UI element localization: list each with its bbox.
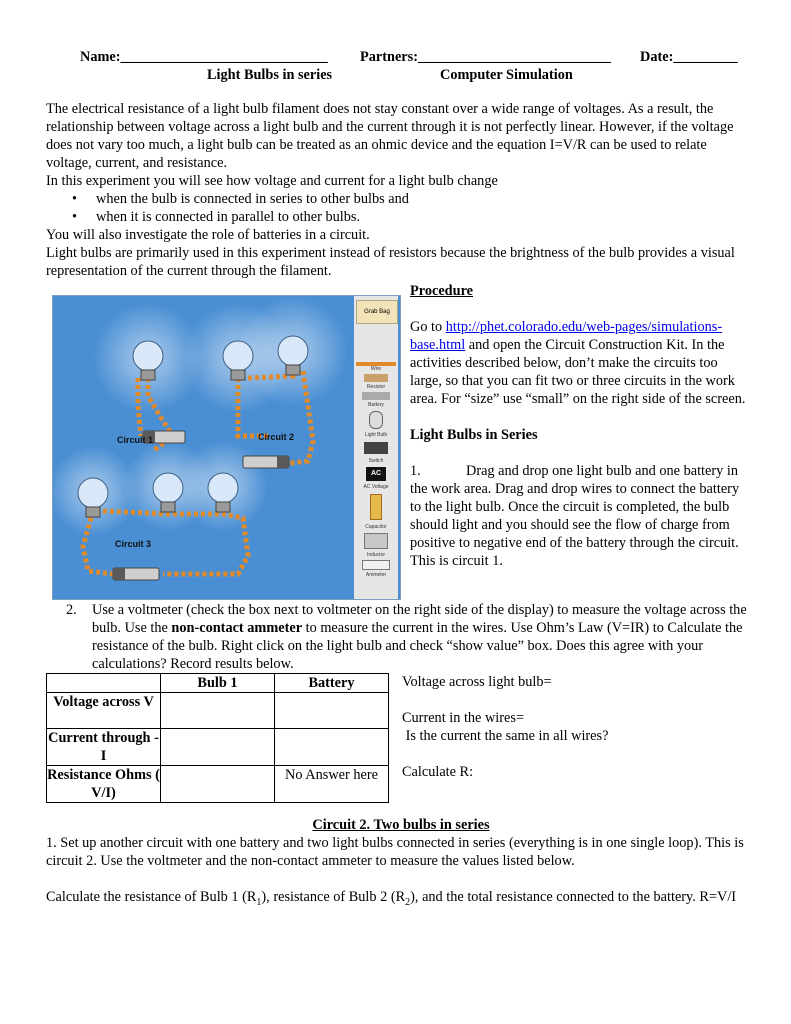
subtitle-right: Computer Simulation bbox=[440, 67, 573, 83]
battery-cell[interactable] bbox=[275, 693, 389, 729]
ac-voltage-tool[interactable]: AC bbox=[366, 467, 386, 481]
toolbox-panel bbox=[354, 296, 398, 599]
bulb1-cell[interactable] bbox=[161, 766, 275, 803]
light-bulb-tool[interactable] bbox=[369, 411, 383, 429]
tool-label: Light Bulb bbox=[364, 432, 388, 438]
results-table bbox=[46, 673, 389, 803]
step-1 bbox=[410, 462, 750, 570]
circuit-label: Circuit 1 bbox=[117, 435, 154, 445]
circuit-label: Circuit 3 bbox=[115, 539, 152, 549]
series-heading: Light Bulbs in Series bbox=[410, 427, 538, 443]
circuit2-section bbox=[46, 816, 756, 912]
intro-paragraph: The electrical resistance of a light bulb filament does not stay constant over a wide range of voltages. As a result, the relationship between voltage across a light bulb and the current through it is not perfectly linear. However, if the voltage does not vary too much, a light bulb can be treated as an ohmic device and the equation I=V/R can be used to relate voltage, current, and resistance. bbox=[46, 101, 734, 171]
battery bbox=[243, 456, 289, 468]
table-header bbox=[47, 674, 161, 693]
tool-label: Inductor bbox=[366, 552, 386, 558]
tool-label: AC Voltage bbox=[363, 484, 389, 490]
battery-tool[interactable] bbox=[362, 392, 390, 400]
bullet-item bbox=[72, 208, 751, 226]
table-row bbox=[47, 693, 389, 729]
circuit-diagram bbox=[53, 296, 400, 599]
question-voltage: Voltage across light bulb= bbox=[402, 674, 552, 690]
tool-label: Battery bbox=[368, 402, 384, 408]
table-row bbox=[47, 729, 389, 766]
inductor-tool[interactable] bbox=[364, 533, 388, 549]
row-label: Current through - I bbox=[48, 730, 159, 764]
circuit2-heading: Circuit 2. Two bulbs in series bbox=[312, 817, 490, 833]
tool-label: Switch bbox=[368, 458, 384, 464]
intro-section bbox=[46, 100, 751, 280]
bullet-item bbox=[72, 190, 751, 208]
battery bbox=[113, 568, 159, 580]
intro-paragraph: You will also investigate the role of batteries in a circuit. bbox=[46, 227, 370, 243]
battery-cell[interactable] bbox=[275, 729, 389, 766]
tool-label: Ammeter bbox=[365, 572, 387, 578]
tool-label: Capacitor bbox=[365, 524, 387, 530]
step-number: 2. bbox=[66, 602, 77, 618]
step-2 bbox=[66, 601, 756, 673]
capacitor-tool[interactable] bbox=[370, 494, 382, 520]
ammeter-tool[interactable] bbox=[362, 560, 390, 570]
step-number: 1. bbox=[410, 463, 421, 479]
bulb1-cell[interactable] bbox=[161, 693, 275, 729]
procedure-text: and open the Circuit Construction Kit. In the activities described below, don’t make the circuits too large, so that you can fit two or three circuits in the work area. For “size” use “small” on the right side of the screen. bbox=[410, 337, 746, 407]
bulb1-cell[interactable] bbox=[161, 729, 275, 766]
question-calculate-r: Calculate R: bbox=[402, 764, 474, 780]
intro-paragraph: Light bulbs are primarily used in this experiment instead of resistors because the brightness of the bulb provides a visual representation of the current through the filament. bbox=[46, 245, 735, 279]
table-header: Battery bbox=[275, 674, 389, 693]
phet-link[interactable]: http://phet.colorado.edu/web-pages/simulations-base.html bbox=[410, 319, 723, 353]
step-text: Use a voltmeter (check the box next to voltmeter on the right side of the display) to measure the voltage across the bulb. Use the non-contact ammeter to measure the current in the wires. Use Ohm’s Law (V=IR) to Calculate the resistance of the bulb. Right click on the light bulb and check “show value” box. Does this agree with your calculations? Record results below. bbox=[92, 602, 747, 672]
bullet-text: when the bulb is connected in series to other bulbs and bbox=[96, 191, 409, 207]
procedure-section bbox=[410, 282, 750, 570]
table-header: Bulb 1 bbox=[161, 674, 275, 693]
row-label: Voltage across V bbox=[47, 693, 161, 729]
name-field[interactable]: Name:_____________________________ bbox=[80, 49, 328, 65]
tool-label: Resistor bbox=[366, 384, 386, 390]
battery-cell: No Answer here bbox=[275, 766, 389, 803]
circuit-label: Circuit 2 bbox=[258, 432, 295, 442]
grab-bag-button[interactable]: Grab Bag bbox=[356, 300, 398, 324]
procedure-paragraph bbox=[410, 318, 750, 408]
side-questions bbox=[402, 673, 752, 781]
table-row bbox=[47, 766, 389, 803]
question-same-current: Is the current the same in all wires? bbox=[402, 728, 609, 744]
bullet-dot-icon: • bbox=[72, 191, 78, 207]
circuit2-paragraph: 1. Set up another circuit with one battery and two light bulbs connected in series (everything is in one single loop). This is circuit 2. Use the voltmeter and the non-contact ammeter to measure the values listed below. bbox=[46, 835, 744, 869]
tool-label: Wire bbox=[370, 366, 382, 372]
partners-field[interactable]: Partners:___________________________ bbox=[360, 49, 611, 65]
intro-paragraph: In this experiment you will see how voltage and current for a light bulb change bbox=[46, 173, 498, 189]
procedure-heading: Procedure bbox=[410, 283, 473, 299]
date-field[interactable]: Date:_________ bbox=[640, 49, 738, 65]
bullet-text: when it is connected in parallel to other bulbs. bbox=[96, 209, 361, 225]
row-label: Resistance Ohms ( V/I) bbox=[47, 767, 160, 801]
resistor-tool[interactable] bbox=[364, 374, 388, 382]
table-header-row bbox=[47, 674, 389, 693]
bullet-dot-icon: • bbox=[72, 209, 78, 225]
subtitle-left: Light Bulbs in series bbox=[207, 67, 333, 83]
simulation-screenshot bbox=[52, 295, 401, 600]
switch-tool[interactable] bbox=[364, 442, 388, 454]
bold-term: non-contact ammeter bbox=[171, 620, 303, 636]
wire-tool[interactable] bbox=[356, 352, 396, 366]
procedure-text: Go to bbox=[410, 319, 446, 335]
circuit2-paragraph: Calculate the resistance of Bulb 1 $(R_1)$, resistance of Bulb 2 $(R_2)$, and the total resistance connected to the battery. R=V/I bbox=[46, 889, 737, 908]
step-text: Drag and drop one light bulb and one battery in the work area. Drag and drop wires to connect the battery to the light bulb. Once the circuit is completed, the bulb should light and you should see the flow of charge from positive to negative end of the battery through the circuit. This is circuit 1. bbox=[410, 463, 740, 569]
question-current: Current in the wires= bbox=[402, 710, 525, 726]
toolbox-list bbox=[356, 352, 396, 578]
